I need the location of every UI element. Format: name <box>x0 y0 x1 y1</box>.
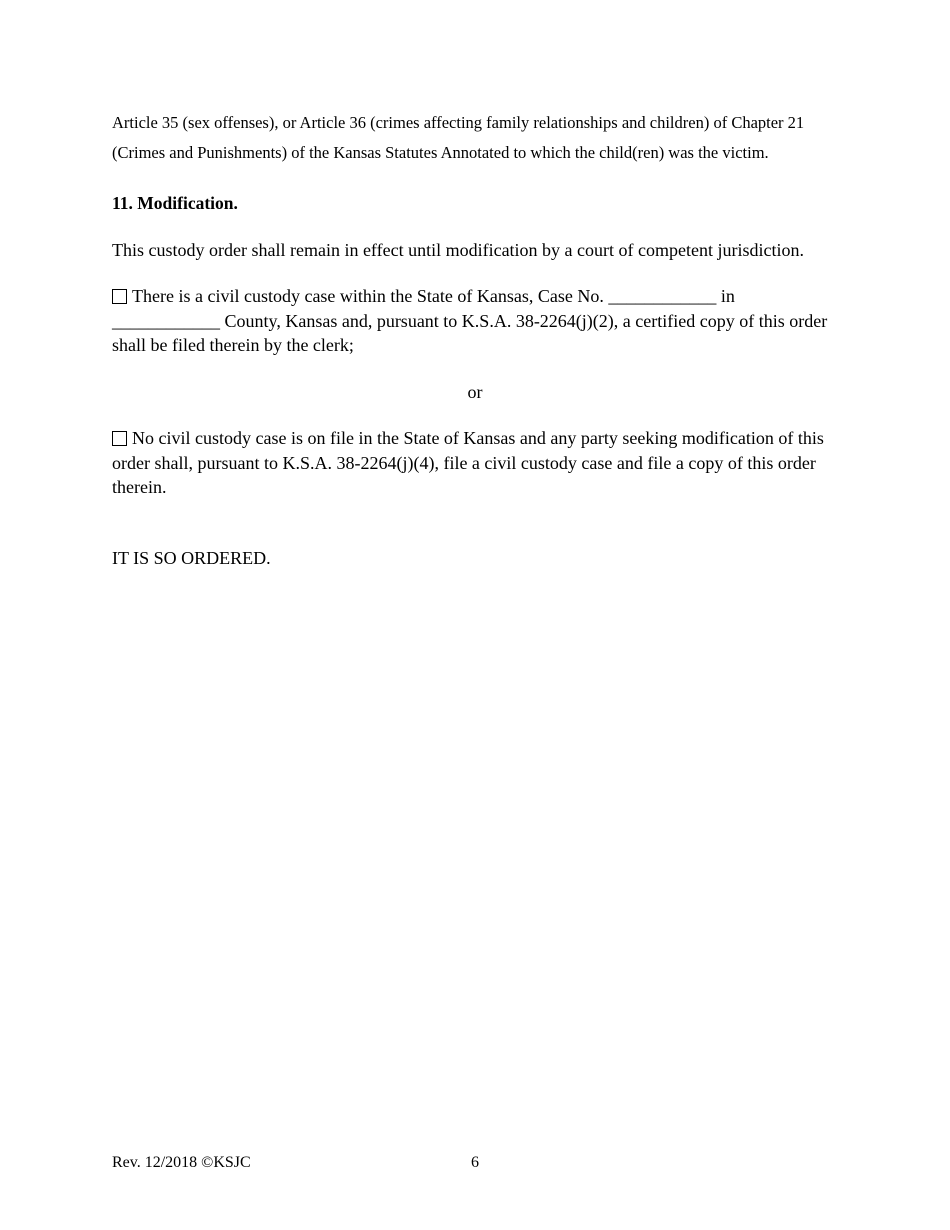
continuation-line-2: (Crimes and Punishments) of the Kansas Statutes Annotated to which the child(ren) was the victim. <box>112 143 769 162</box>
section-heading: 11. Modification. <box>112 193 238 213</box>
or-separator: or <box>467 382 483 402</box>
no-case-checkbox[interactable] <box>112 431 127 446</box>
effect-paragraph: This custody order shall remain in effect until modification by a court of competent jurisdiction. <box>112 240 804 260</box>
no-case-option <box>112 426 840 500</box>
footer-revision: Rev. 12/2018 ©KSJC <box>112 1154 251 1171</box>
civil-case-option-text: There is a civil custody case within the State of Kansas, Case No. ____________ in ____________ County, Kansas and, pursuant to K.S.A. 38-2264(j)(2), a certified copy of this order shall be filed therein by the clerk; <box>112 286 828 355</box>
no-case-option-text: No civil custody case is on file in the State of Kansas and any party seeking modification of this order shall, pursuant to K.S.A. 38-2264(j)(4), file a civil custody case and file a copy of this order therein. <box>112 428 824 497</box>
so-ordered-text: IT IS SO ORDERED. <box>112 548 271 568</box>
continuation-line-1: Article 35 (sex offenses), or Article 36 (crimes affecting family relationships and children) of Chapter 21 <box>112 113 805 132</box>
civil-case-checkbox[interactable] <box>112 289 127 304</box>
continuation-paragraph <box>112 108 840 168</box>
civil-case-option <box>112 284 840 358</box>
footer-page-number: 6 <box>471 1154 479 1171</box>
